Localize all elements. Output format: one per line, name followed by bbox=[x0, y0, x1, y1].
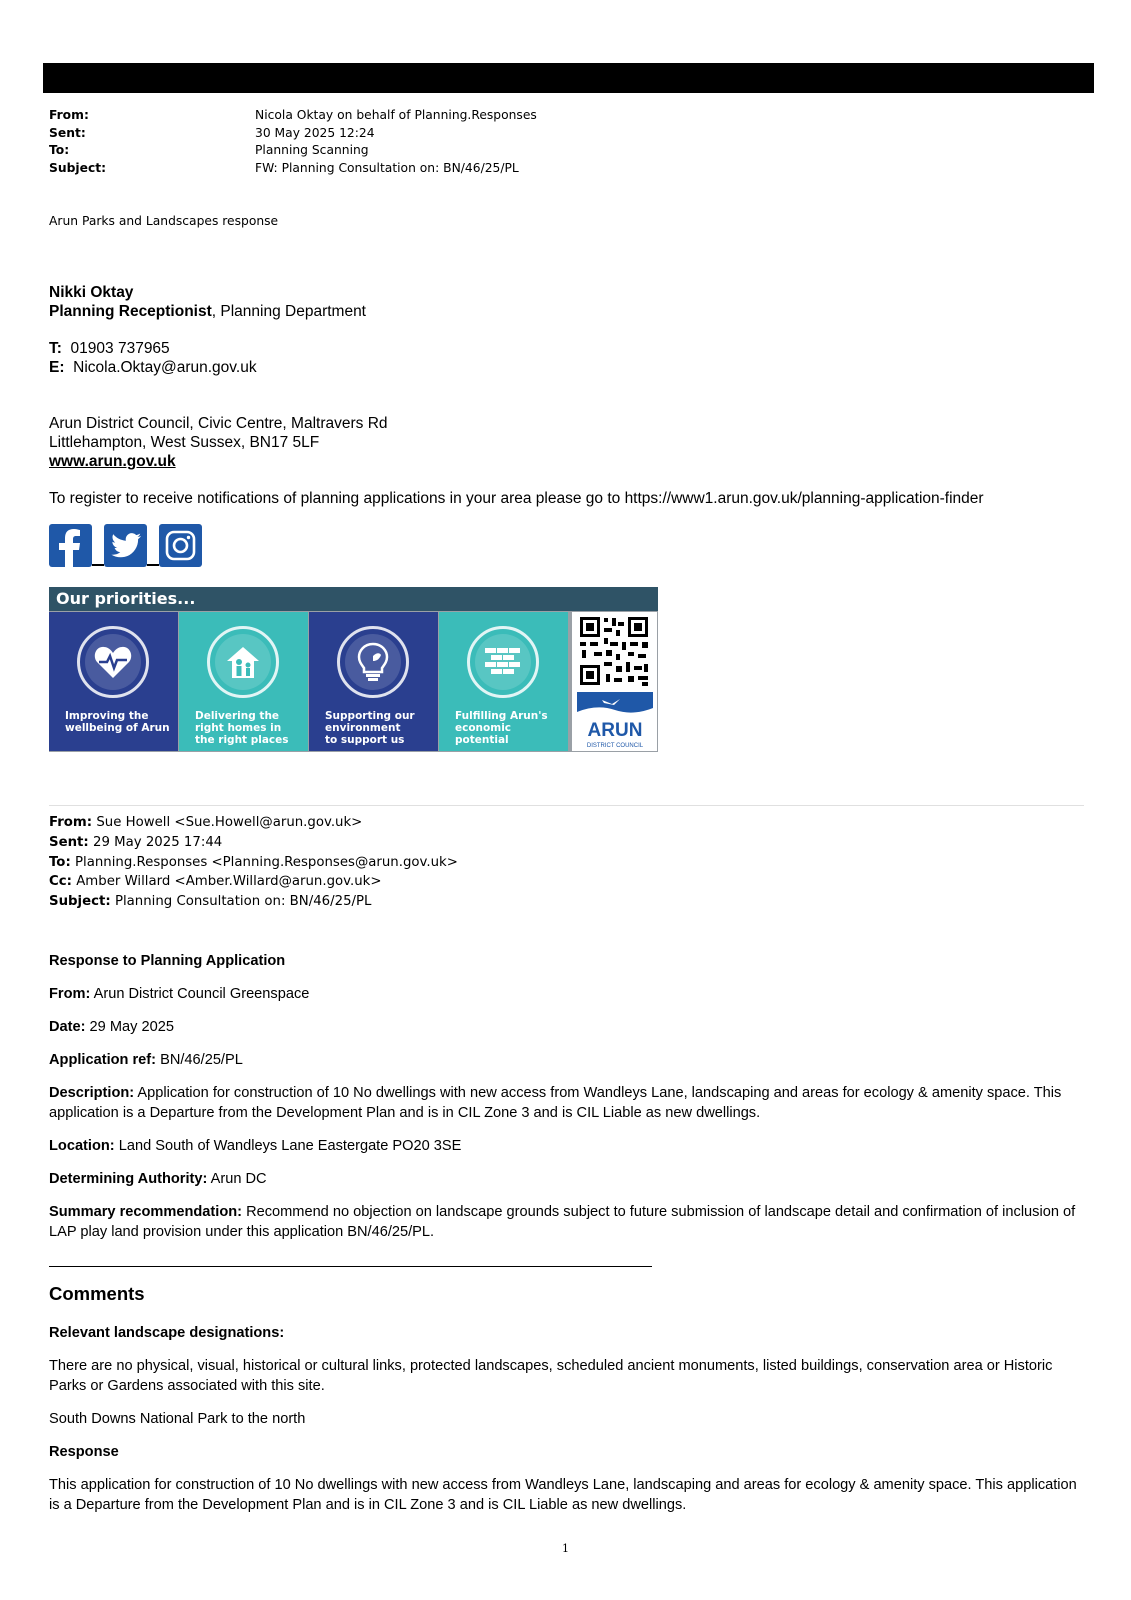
fwd-sent: 29 May 2025 17:44 bbox=[92, 834, 223, 850]
phone-label: T: bbox=[49, 340, 62, 357]
arun-logo-icon bbox=[577, 692, 653, 720]
priority-panel-wellbeing bbox=[49, 612, 178, 751]
lightbulb-leaf-icon bbox=[337, 626, 409, 698]
priorities-banner bbox=[49, 587, 658, 752]
priority-caption: Supporting our environment to support us bbox=[325, 710, 415, 746]
phone-number: 01903 737965 bbox=[70, 340, 170, 357]
arun-logo-subtext: DISTRICT COUNCIL bbox=[586, 743, 644, 749]
intro-line: Arun Parks and Landscapes response bbox=[49, 214, 279, 228]
signature-role-line bbox=[49, 303, 366, 322]
separator bbox=[147, 564, 159, 566]
fwd-subject: Planning Consultation on: BN/46/25/PL bbox=[114, 894, 372, 910]
response-text: This application for construction of 10 No dwellings with new access from Wandleys Lane, landscaping and areas for ecology & amenity space. This application is a Departure from the Development Plan and is in CIL Zone 3 and is CIL Liable as new dwellings. bbox=[49, 1477, 1077, 1513]
fwd-cc: Amber Willard <Amber.Willard@arun.gov.uk> bbox=[76, 874, 382, 890]
social-icons bbox=[49, 523, 202, 567]
sdnp-text: South Downs National Park to the north bbox=[49, 1411, 306, 1427]
designations-heading: Relevant landscape designations: bbox=[49, 1325, 285, 1341]
priority-caption: Fulfilling Arun's economic potential bbox=[455, 710, 548, 746]
divider bbox=[49, 805, 1084, 806]
qr-logo-panel bbox=[572, 612, 657, 751]
sent-label: Sent: bbox=[49, 125, 86, 140]
home-family-icon bbox=[207, 626, 279, 698]
response-from: From: Arun District Council Greenspace bbox=[49, 986, 310, 1002]
section-rule bbox=[49, 1266, 652, 1267]
redaction-bar bbox=[43, 63, 1094, 93]
signature-phone-line bbox=[49, 340, 170, 359]
comments-heading: Comments bbox=[49, 1283, 145, 1304]
email-address[interactable]: Nicola.Oktay@arun.gov.uk bbox=[73, 359, 257, 376]
priority-panel-homes bbox=[179, 612, 308, 751]
response-appref: Application ref: BN/46/25/PL bbox=[49, 1052, 243, 1068]
subject-value: FW: Planning Consultation on: BN/46/25/PL bbox=[255, 160, 519, 175]
priority-panel-environment bbox=[309, 612, 438, 751]
signature-role: Planning Receptionist bbox=[49, 303, 212, 320]
response-description: Description: Application for construction of 10 No dwellings with new access from Wandleys Lane, landscaping and areas for ecology & amenity space. This application is a Departure from the Development Plan and is in CIL Zone 3 and is CIL Liable as new dwellings. bbox=[49, 1085, 1062, 1121]
response-authority: Determining Authority: Arun DC bbox=[49, 1171, 267, 1187]
priority-caption: Improving the wellbeing of Arun bbox=[65, 710, 170, 734]
from-label: From: bbox=[49, 108, 89, 122]
designations-text: There are no physical, visual, historical or cultural links, protected landscapes, scheduled ancient monuments, listed buildings, conservation area or Historic Parks or Gardens associated with this site. bbox=[49, 1358, 1053, 1394]
to-label: To: bbox=[49, 143, 70, 157]
signature-department: , Planning Department bbox=[211, 303, 366, 320]
priority-panel-economy bbox=[439, 612, 568, 751]
email-header bbox=[49, 107, 537, 177]
to-value: Planning Scanning bbox=[255, 143, 369, 157]
priority-caption: Delivering the right homes in the right places bbox=[195, 710, 289, 746]
arun-logo-text: ARUN bbox=[587, 720, 643, 741]
response-location: Location: Land South of Wandleys Lane Eastergate PO20 3SE bbox=[49, 1138, 462, 1154]
address-line-2: Littlehampton, West Sussex, BN17 5LF bbox=[49, 434, 320, 451]
response-summary: Summary recommendation: Recommend no objection on landscape grounds subject to future submission of landscape detail and confirmation of inclusion of LAP play land provision under this application BN/46/25/PL. bbox=[49, 1204, 1076, 1240]
from-value: Nicola Oktay on behalf of Planning.Responses bbox=[255, 108, 537, 122]
separator bbox=[92, 564, 104, 566]
page-number: 1 bbox=[562, 1542, 569, 1555]
register-text[interactable]: To register to receive notifications of planning applications in your area please go to https://www1.arun.gov.uk/planning-application-finder bbox=[49, 490, 984, 507]
response-date: Date: 29 May 2025 bbox=[49, 1019, 174, 1035]
address-line-1: Arun District Council, Civic Centre, Maltravers Rd bbox=[49, 415, 388, 432]
banner-title: Our priorities... bbox=[56, 589, 196, 608]
signature-email-line bbox=[49, 359, 257, 378]
facebook-icon[interactable] bbox=[49, 524, 92, 567]
response-heading: Response to Planning Application bbox=[49, 953, 286, 969]
forwarded-header: From: Sue Howell <Sue.Howell@arun.gov.uk> Sent: 29 May 2025 17:44 To: Planning.Responses <Planning.Responses@arun.gov.uk> Cc: Amber Willard <Amber.Willard@arun.gov.uk> Subject: Planning Consultation on: BN/46/25/PL bbox=[49, 815, 458, 910]
signature-name: Nikki Oktay bbox=[49, 284, 134, 301]
brick-wall-icon bbox=[467, 626, 539, 698]
qr-code-icon bbox=[580, 617, 648, 686]
heart-pulse-icon bbox=[77, 626, 149, 698]
banner-title-bar bbox=[49, 587, 658, 611]
response-subheading: Response bbox=[49, 1444, 119, 1460]
fwd-to: Planning.Responses <Planning.Responses@arun.gov.uk> bbox=[75, 854, 458, 870]
fwd-from: Sue Howell <Sue.Howell@arun.gov.uk> bbox=[96, 815, 363, 830]
instagram-icon[interactable] bbox=[159, 524, 202, 567]
sent-value: 30 May 2025 12:24 bbox=[255, 125, 375, 140]
twitter-icon[interactable] bbox=[104, 524, 147, 567]
website-link[interactable]: www.arun.gov.uk bbox=[49, 453, 176, 470]
email-label: E: bbox=[49, 359, 65, 376]
subject-label: Subject: bbox=[49, 160, 107, 175]
